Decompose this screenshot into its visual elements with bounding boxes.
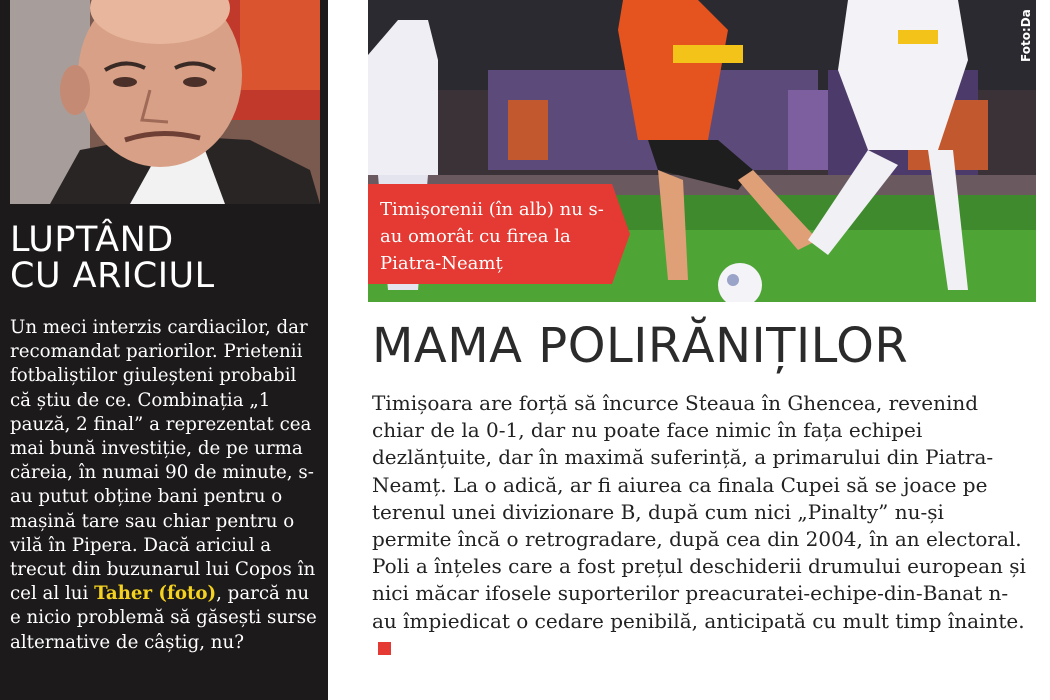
end-of-article-mark [378, 642, 391, 655]
sidebar-column [0, 0, 328, 700]
article-body-text: Timișoara are forță să încurce Steaua în Ghencea, revenind chiar de la 0-1, dar nu poate face nimic în fața echipei dezlănțuite, dar în maximă suferință, a primarului din Piatra-Neamț. La o adică, ar fi aiurea ca finala Cupei să se joace pe terenul unei divizionare B, după cum nici „Pinalty” nu-și permite încă o retrogradare, după cea din 2004, în an electoral. Poli a înțeles care a fost prețul deschiderii drumului european și nici măcar ifosele suporterilor preacuratei-echipe-din-Banat n-au împiedicat o cedare penibilă, anticipată cu mult timp înainte. [372, 391, 1026, 633]
article-body [372, 390, 1027, 662]
photo-caption-box [368, 184, 630, 284]
sidebar-headline [10, 222, 320, 294]
sidebar-highlight: Taher (foto) [94, 583, 217, 605]
portrait-illustration [10, 0, 320, 204]
photo-credit-text: Foto:Da [1019, 9, 1033, 62]
sidebar-headline-line-2: CU ARICIUL [10, 256, 215, 296]
photo-credit-label [1016, 0, 1036, 70]
sidebar-body-end: , parcă nu e nicio problemă să găsești surse alternative de câștig, nu? [10, 583, 317, 653]
sidebar-headline-line-1: LUPTÂND [10, 220, 174, 260]
photo-credit [1016, 0, 1036, 70]
sidebar-body-start: Un meci interzis cardiacilor, dar recomandat pariorilor. Prietenii fotbaliștilor giuleșteni probabil că știu de ce. Combinația „1 pauză, 2 final” a reprezentat cea mai bună investiție, de pe urma căreia, în numai 90 de minute, s-au putut obține bani pentru o mașină tare sau chiar pentru o vilă în Pipera. Dacă ariciul a trecut din buzunarul lui Copos în cel al lui [10, 317, 316, 605]
column-gutter [328, 0, 360, 700]
article-headline: MAMA POLIRĂNIȚILOR [372, 318, 909, 374]
sidebar-body-text [10, 316, 322, 655]
portrait-photo [10, 0, 320, 204]
photo-caption: Timișorenii (în alb) nu s-au omorât cu firea la Piatra-Neamț [380, 199, 604, 274]
